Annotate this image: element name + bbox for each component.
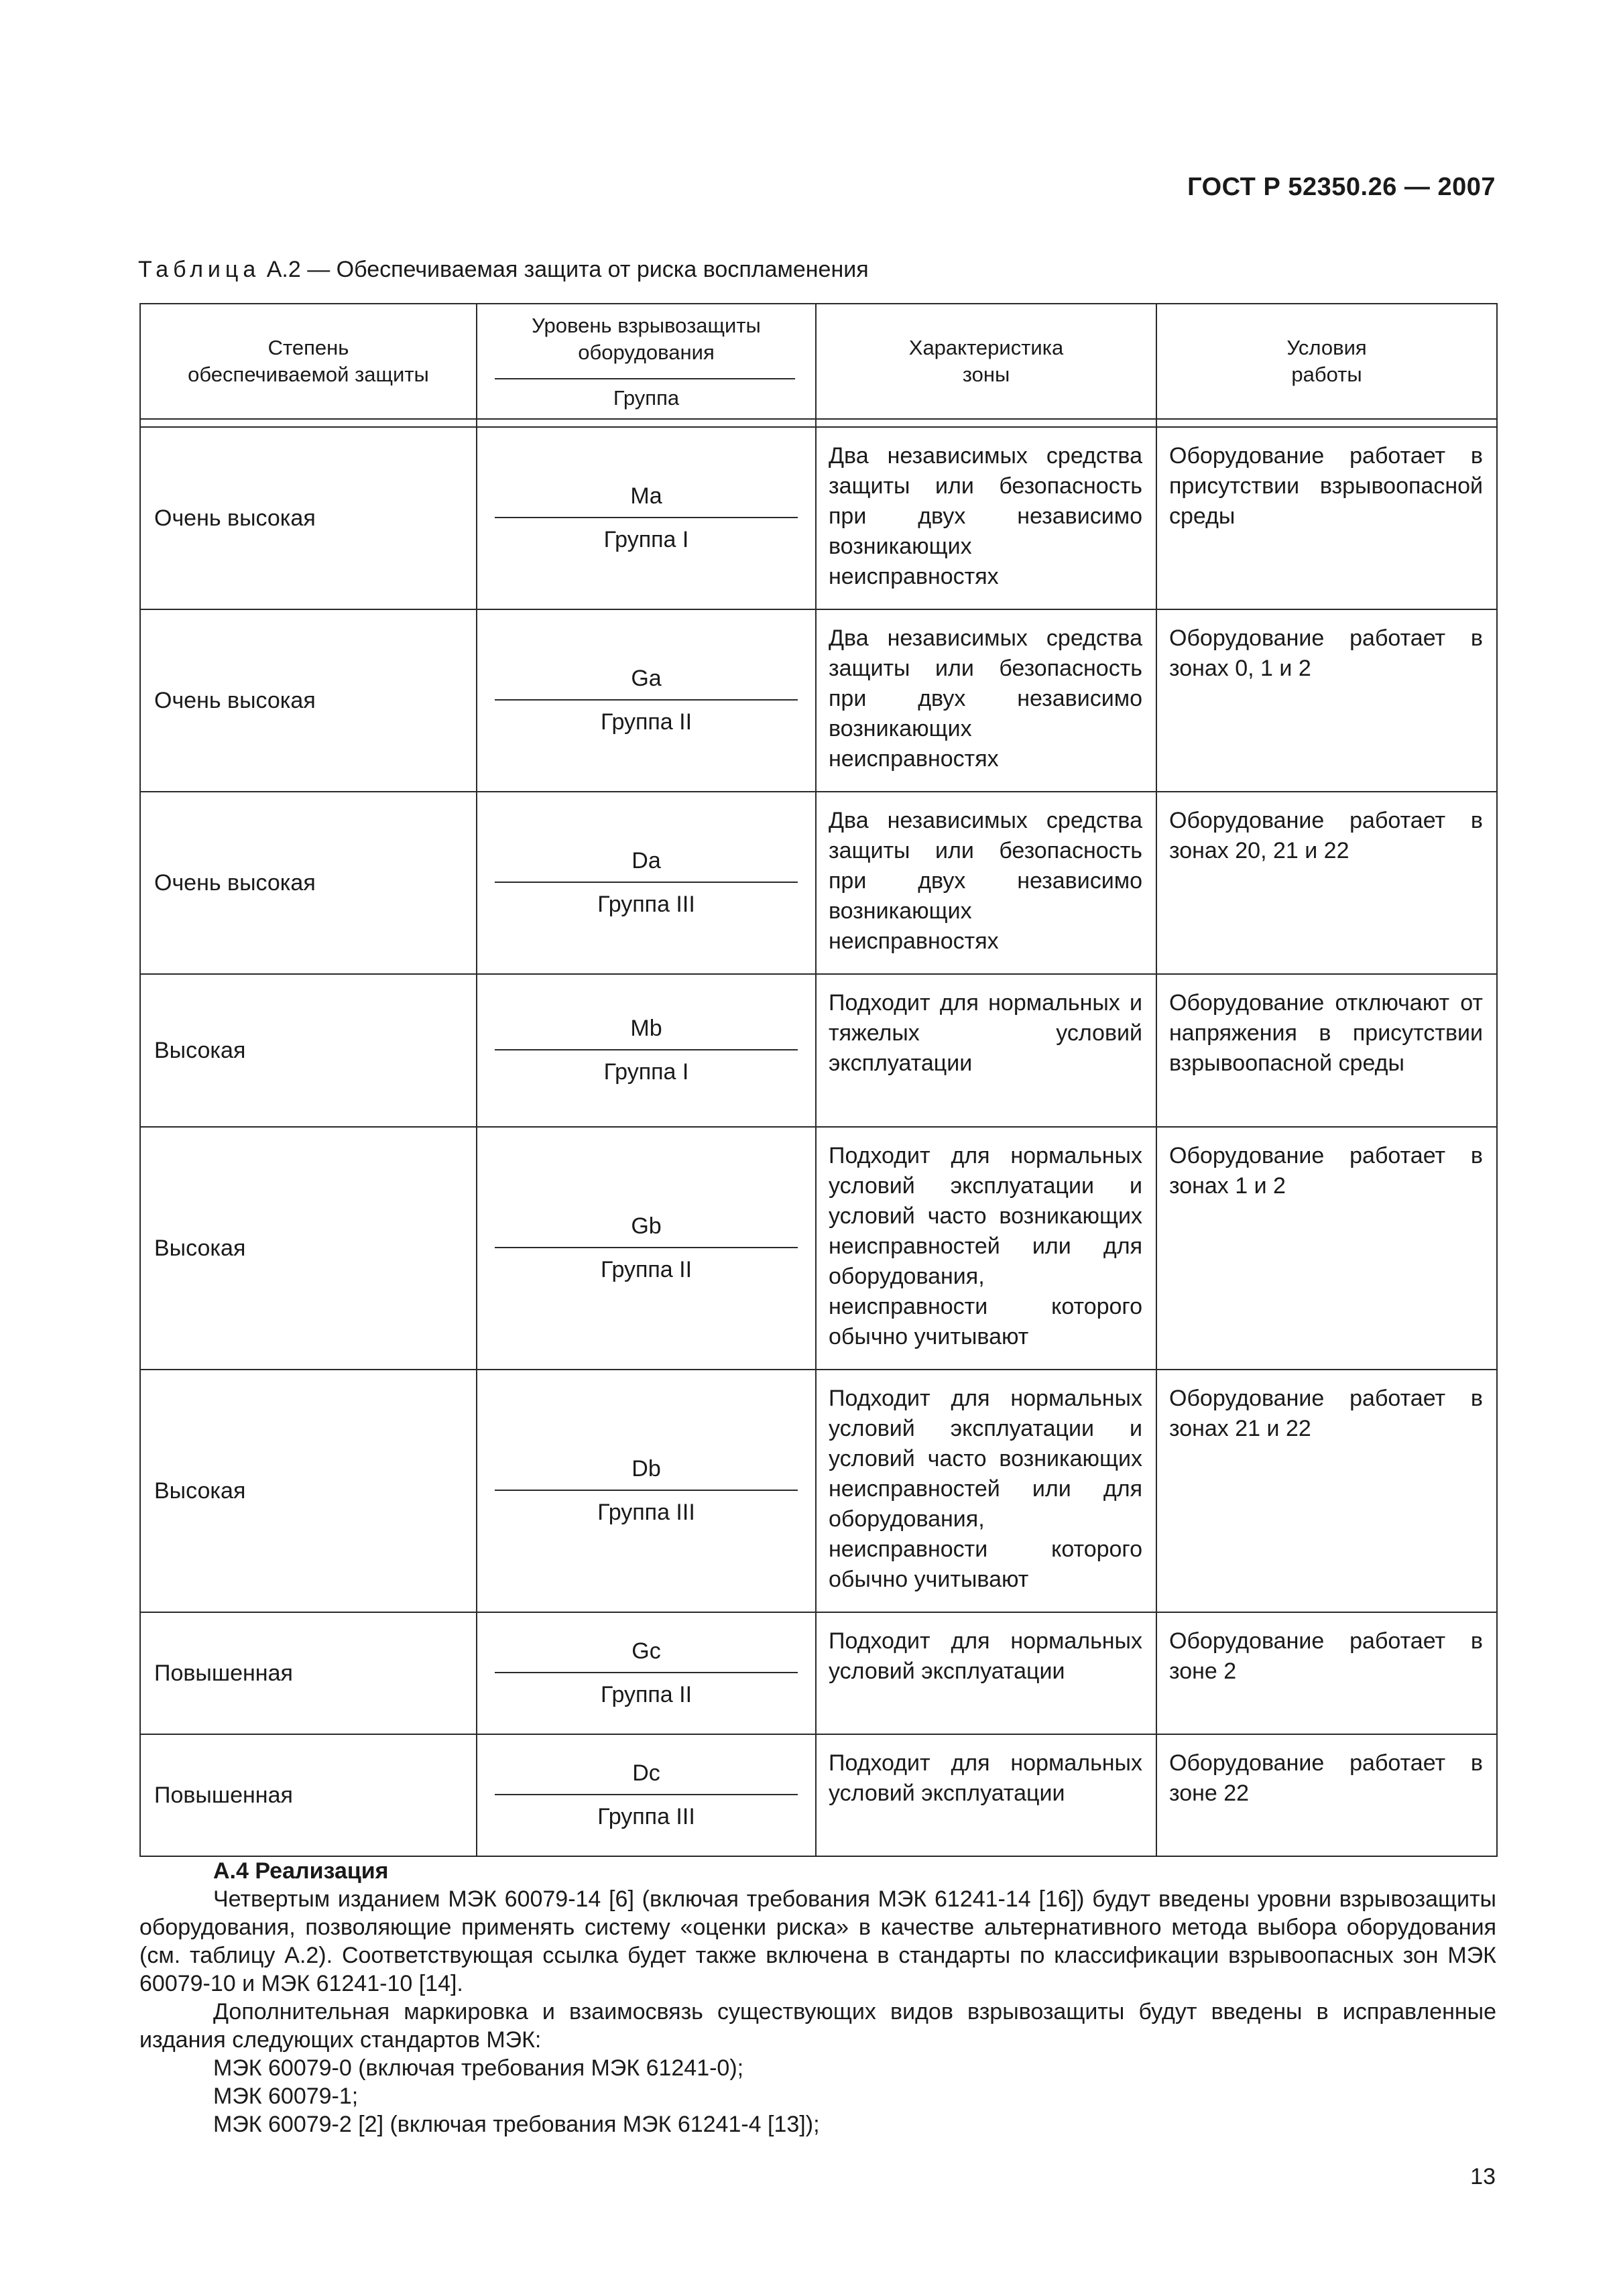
cell-level [477, 427, 816, 609]
cell-zone: Подходит для нормальных условий эксплуатации и условий часто возникающих неисправностей или для оборудования, неисправности которого обычно учитывают [816, 1127, 1156, 1370]
standard-list-item: МЭК 60079-0 (включая требования МЭК 61241-0); [213, 2055, 744, 2081]
cell-level [477, 1127, 816, 1370]
section-paragraph-1: Четвертым изданием МЭК 60079-14 [6] (включая требования МЭК 61241-14 [16]) будут введены уровни взрывозащиты оборудования, позволяющие применять систему «оценки риска» в качестве альтернативного метода выбора оборудования (см. таблицу А.2). Соответствующая ссылка будет также включена в стандарты по классификации взрывоопасных зон МЭК 60079-10 и МЭК 61241-10 [14]. [139, 1886, 1496, 1996]
col-header-degree: Степень обеспечиваемой защиты [140, 304, 477, 419]
table-row [140, 1612, 1497, 1734]
cell-conditions: Оборудование работает в зонах 1 и 2 [1156, 1127, 1497, 1370]
section-heading: А.4 Реализация [213, 1858, 389, 1884]
level-group: Группа II [600, 709, 693, 735]
level-code: Ma [630, 483, 662, 509]
cell-zone: Подходит для нормальных условий эксплуатации [816, 1612, 1156, 1734]
page-number: 13 [1470, 2164, 1496, 2189]
col-header-zone: Характеристика зоны [816, 304, 1156, 419]
cell-degree: Высокая [140, 1370, 477, 1612]
cell-degree: Очень высокая [140, 792, 477, 974]
level-code: Mb [630, 1016, 662, 1041]
cell-degree: Высокая [140, 1127, 477, 1370]
cell-level [477, 792, 816, 974]
col-header-level: Уровень взрывозащиты оборудования Группа [477, 304, 816, 419]
standard-list-item: МЭК 60079-2 [2] (включая требования МЭК 61241-4 [13]); [213, 2112, 820, 2137]
header-separator [140, 419, 1497, 427]
cell-zone: Подходит для нормальных условий эксплуатации [816, 1734, 1156, 1856]
cell-degree: Повышенная [140, 1612, 477, 1734]
table-row [140, 1370, 1497, 1612]
cell-conditions: Оборудование работает в зоне 22 [1156, 1734, 1497, 1856]
level-code: Gc [632, 1638, 661, 1664]
cell-level [477, 1734, 816, 1856]
section-a4 [139, 1857, 1496, 2138]
cell-conditions: Оборудование работает в зонах 21 и 22 [1156, 1370, 1497, 1612]
cell-zone: Два независимых средства защиты или безопасность при двух независимо возникающих неисправностях [816, 427, 1156, 609]
cell-degree: Повышенная [140, 1734, 477, 1856]
cell-degree: Очень высокая [140, 609, 477, 792]
level-group: Группа I [603, 1059, 689, 1085]
level-group: Группа III [597, 892, 695, 917]
doc-code: ГОСТ Р 52350.26 — 2007 [1187, 173, 1496, 201]
cell-conditions: Оборудование работает в присутствии взрывоопасной среды [1156, 427, 1497, 609]
level-group: Группа III [597, 1804, 695, 1829]
table-caption [138, 257, 869, 283]
level-code: Da [632, 848, 661, 873]
level-code: Dc [632, 1760, 660, 1786]
level-group: Группа I [603, 527, 689, 552]
table-header-row [140, 304, 1497, 419]
col-header-conditions: Условия работы [1156, 304, 1497, 419]
cell-conditions: Оборудование отключают от напряжения в присутствии взрывоопасной среды [1156, 974, 1497, 1127]
cell-level [477, 974, 816, 1127]
table-row [140, 609, 1497, 792]
cell-zone: Два независимых средства защиты или безопасность при двух независимо возникающих неисправностях [816, 792, 1156, 974]
table-row [140, 427, 1497, 609]
table-row [140, 974, 1497, 1127]
level-code: Ga [631, 666, 662, 691]
table-caption-text: А.2 — Обеспечиваемая защита от риска воспламенения [260, 257, 869, 282]
standard-list-item: МЭК 60079-1; [213, 2083, 359, 2109]
table-row [140, 792, 1497, 974]
cell-degree: Очень высокая [140, 427, 477, 609]
cell-conditions: Оборудование работает в зонах 0, 1 и 2 [1156, 609, 1497, 792]
cell-zone: Два независимых средства защиты или безопасность при двух независимо возникающих неисправностях [816, 609, 1156, 792]
cell-level [477, 1370, 816, 1612]
table-row [140, 1734, 1497, 1856]
cell-level [477, 609, 816, 792]
level-group: Группа III [597, 1500, 695, 1525]
level-code: Gb [631, 1213, 662, 1239]
level-group: Группа II [600, 1682, 693, 1707]
cell-zone: Подходит для нормальных и тяжелых условий эксплуатации [816, 974, 1156, 1127]
protection-table [139, 303, 1498, 1857]
cell-conditions: Оборудование работает в зоне 2 [1156, 1612, 1497, 1734]
cell-degree: Высокая [140, 974, 477, 1127]
cell-level [477, 1612, 816, 1734]
col-header-group: Группа [613, 386, 680, 410]
cell-zone: Подходит для нормальных условий эксплуатации и условий часто возникающих неисправностей или для оборудования, неисправности которого обычно учитывают [816, 1370, 1156, 1612]
table-caption-prefix: Таблица [138, 257, 261, 282]
table-row [140, 1127, 1497, 1370]
level-group: Группа II [600, 1257, 693, 1282]
section-paragraph-2: Дополнительная маркировка и взаимосвязь существующих видов взрывозащиты будут введены в исправленные издания следующих стандартов МЭК: [139, 1999, 1496, 2053]
level-code: Db [632, 1456, 661, 1482]
cell-conditions: Оборудование работает в зонах 20, 21 и 22 [1156, 792, 1497, 974]
